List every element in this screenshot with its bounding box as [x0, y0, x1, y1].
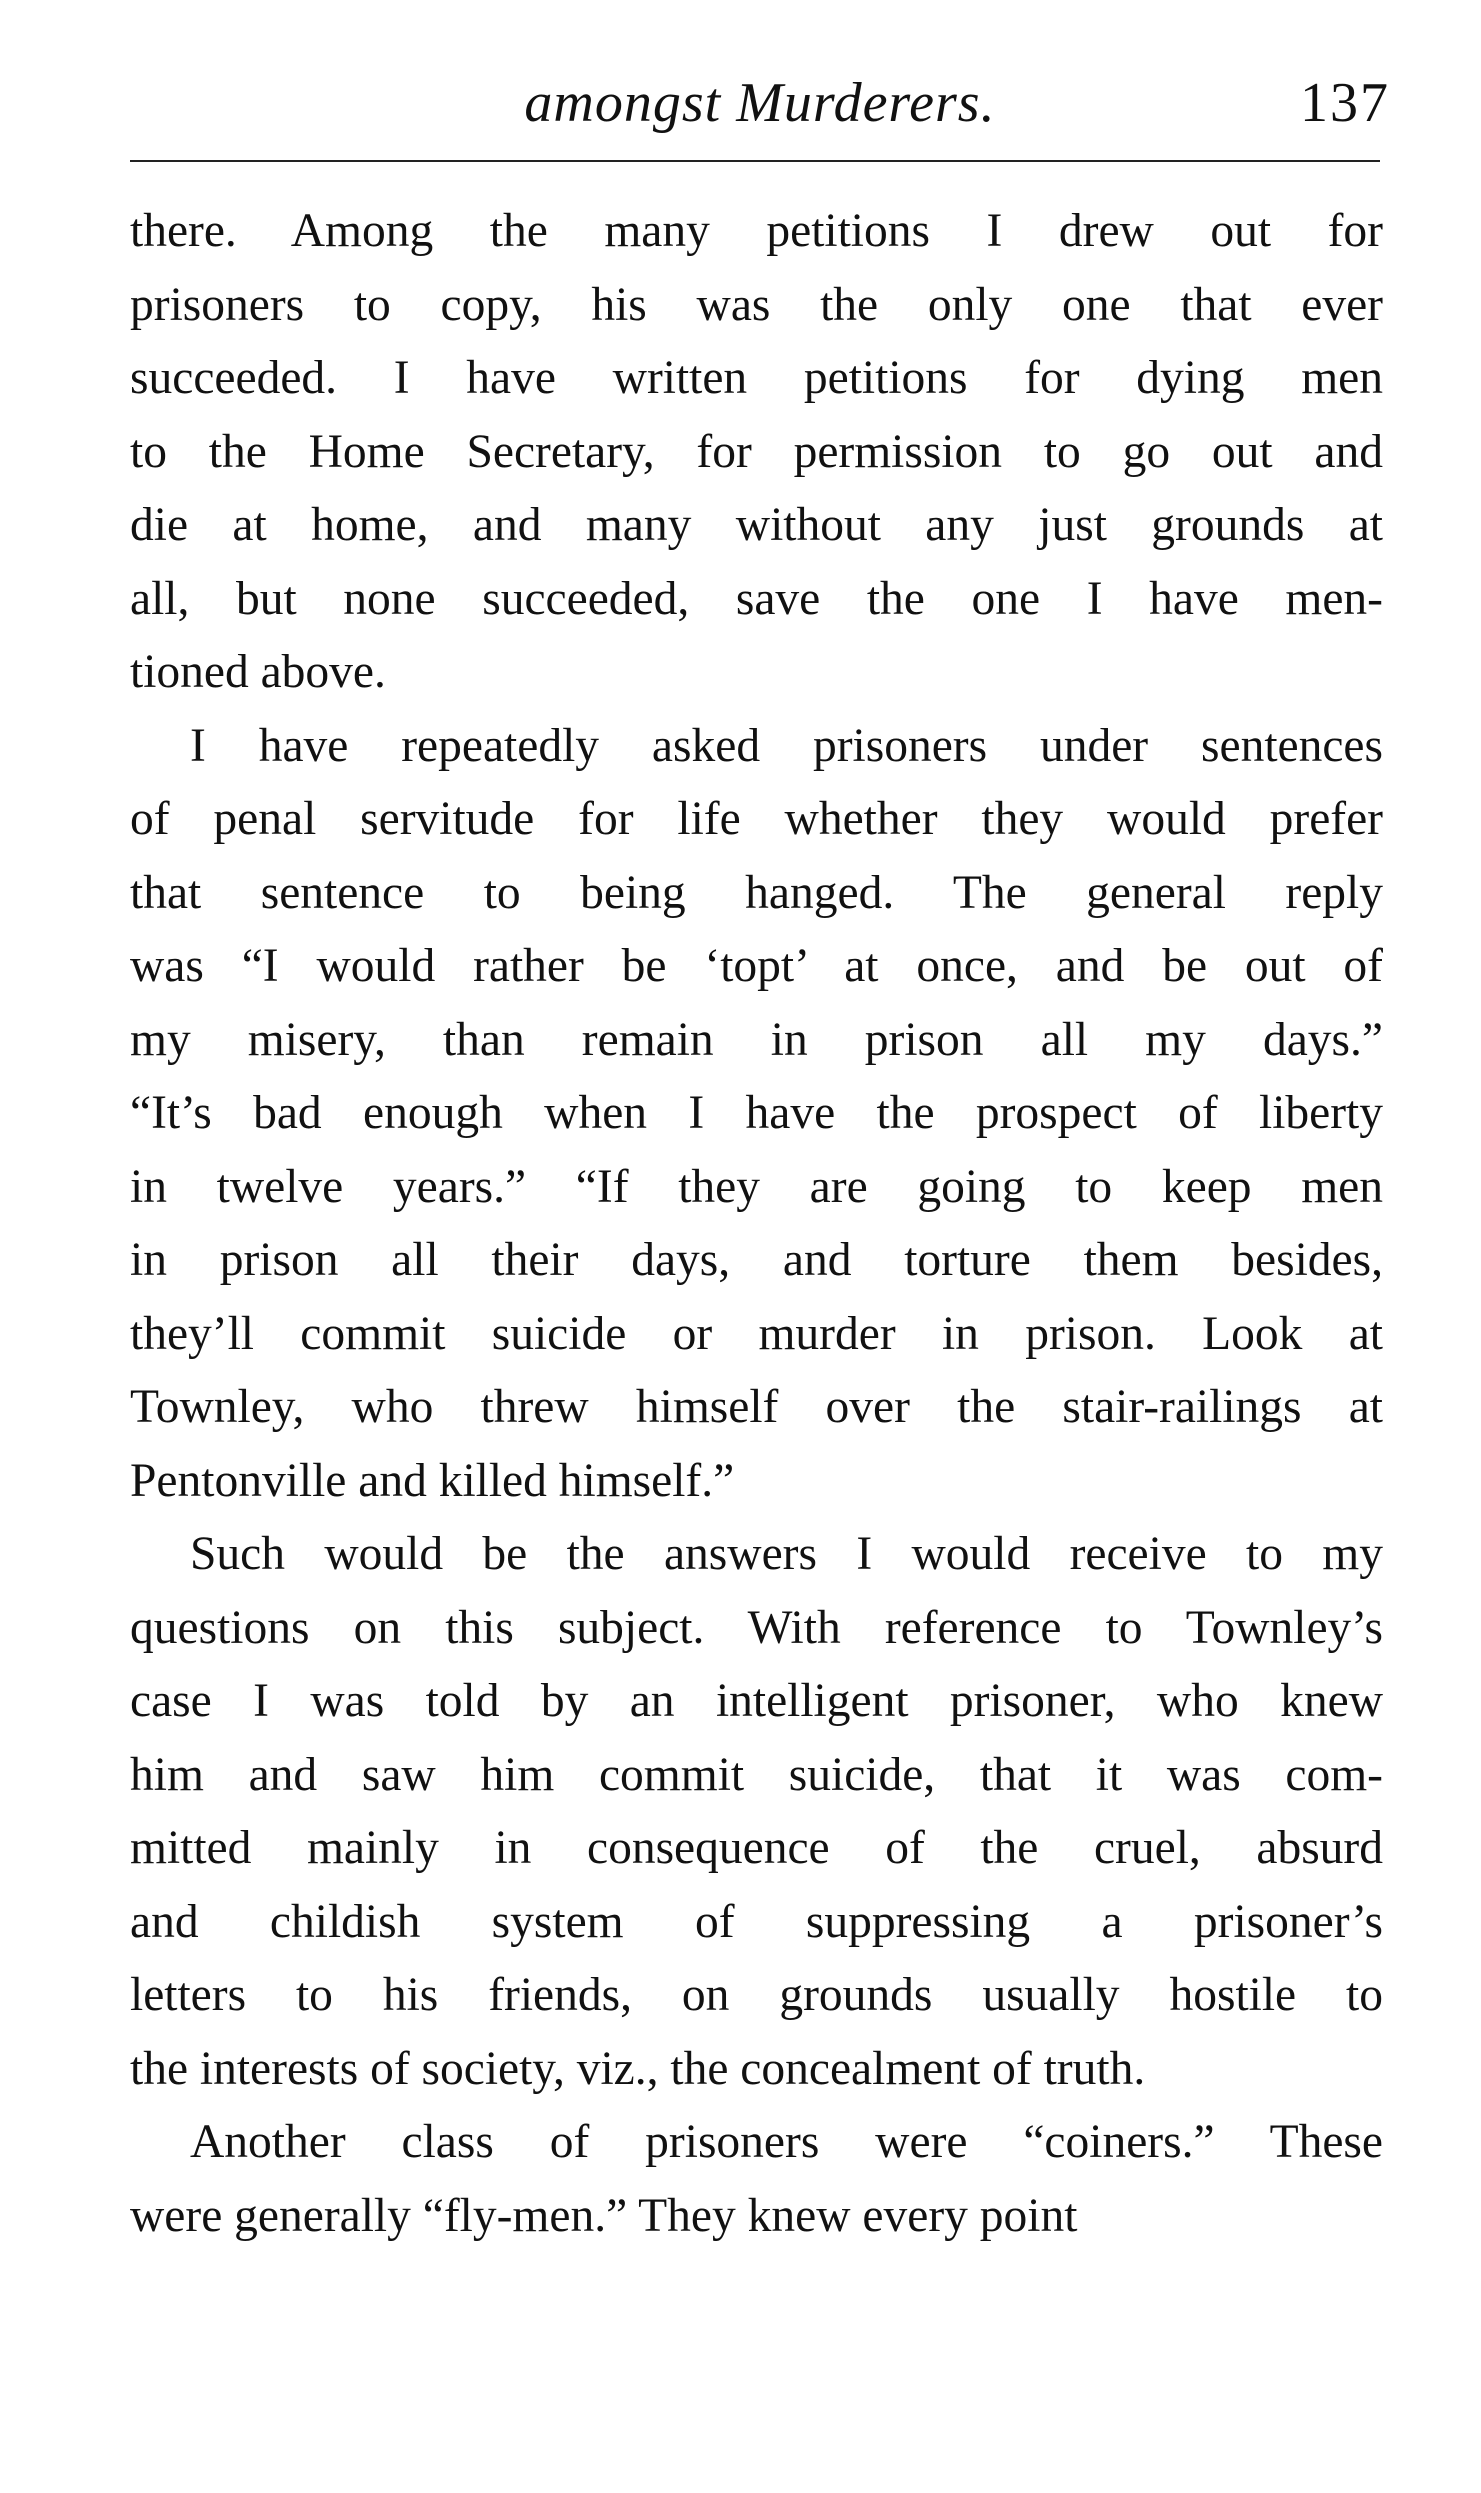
- text-line: questions on this subject. With reference to Townley’s: [130, 1601, 1383, 1654]
- running-title: amongst Murderers.: [524, 72, 996, 134]
- page-number: 137: [1300, 72, 1390, 134]
- text-line: letters to his friends, on grounds usually hostile to: [130, 1969, 1383, 2021]
- text-line: I have repeatedly asked prisoners under sentences: [190, 719, 1383, 772]
- text-line: to the Home Secretary, for permission to go out and: [130, 425, 1383, 478]
- text-line: there. Among the many petitions I drew out for: [130, 205, 1383, 257]
- text-line: “It’s bad enough when I have the prospect of liberty: [130, 1087, 1383, 1139]
- text-line: case I was told by an intelligent prisoner, who knew: [130, 1675, 1383, 1727]
- running-head: [130, 68, 1390, 138]
- paragraph: [130, 710, 1383, 1519]
- text-line: and childish system of suppressing a prisoner’s: [130, 1895, 1383, 1948]
- text-line: they’ll commit suicide or murder in prison. Look at: [130, 1307, 1383, 1360]
- text-line: in twelve years.” “If they are going to keep men: [130, 1160, 1383, 1213]
- text-line: of penal servitude for life whether they would prefer: [130, 793, 1383, 845]
- text-line: my misery, than remain in prison all my days.”: [130, 1013, 1383, 1066]
- text-line: tioned above.: [130, 646, 386, 698]
- text-line: prisoners to copy, his was the only one that ever: [130, 278, 1383, 331]
- text-line: Such would be the answers I would receive to my: [190, 1528, 1383, 1580]
- text-line: in prison all their days, and torture them besides,: [130, 1234, 1383, 1286]
- text-line: succeeded. I have written petitions for dying men: [130, 352, 1383, 404]
- text-line: Townley, who threw himself over the stair-railings at: [130, 1381, 1383, 1433]
- text-line: Pentonville and killed himself.”: [130, 1454, 735, 1507]
- text-line: were generally “fly-men.” They knew every point: [130, 2189, 1078, 2242]
- text-line: the interests of society, viz., the concealment of truth.: [130, 2042, 1146, 2095]
- text-line: Another class of prisoners were “coiners.” These: [190, 2116, 1383, 2168]
- header-rule: [130, 160, 1380, 162]
- paragraph: [130, 2106, 1383, 2253]
- text-line: him and saw him commit suicide, that it was com-: [130, 1748, 1383, 1801]
- text-line: was “I would rather be ‘topt’ at once, and be out of: [130, 940, 1383, 992]
- text-line: die at home, and many without any just grounds at: [130, 499, 1383, 551]
- paragraph: [130, 195, 1383, 710]
- text-line: mitted mainly in consequence of the cruel, absurd: [130, 1822, 1383, 1874]
- text-line: all, but none succeeded, save the one I have men-: [130, 572, 1383, 625]
- paragraph: [130, 1518, 1383, 2106]
- body-text: [130, 195, 1383, 2253]
- text-line: that sentence to being hanged. The general reply: [130, 866, 1383, 919]
